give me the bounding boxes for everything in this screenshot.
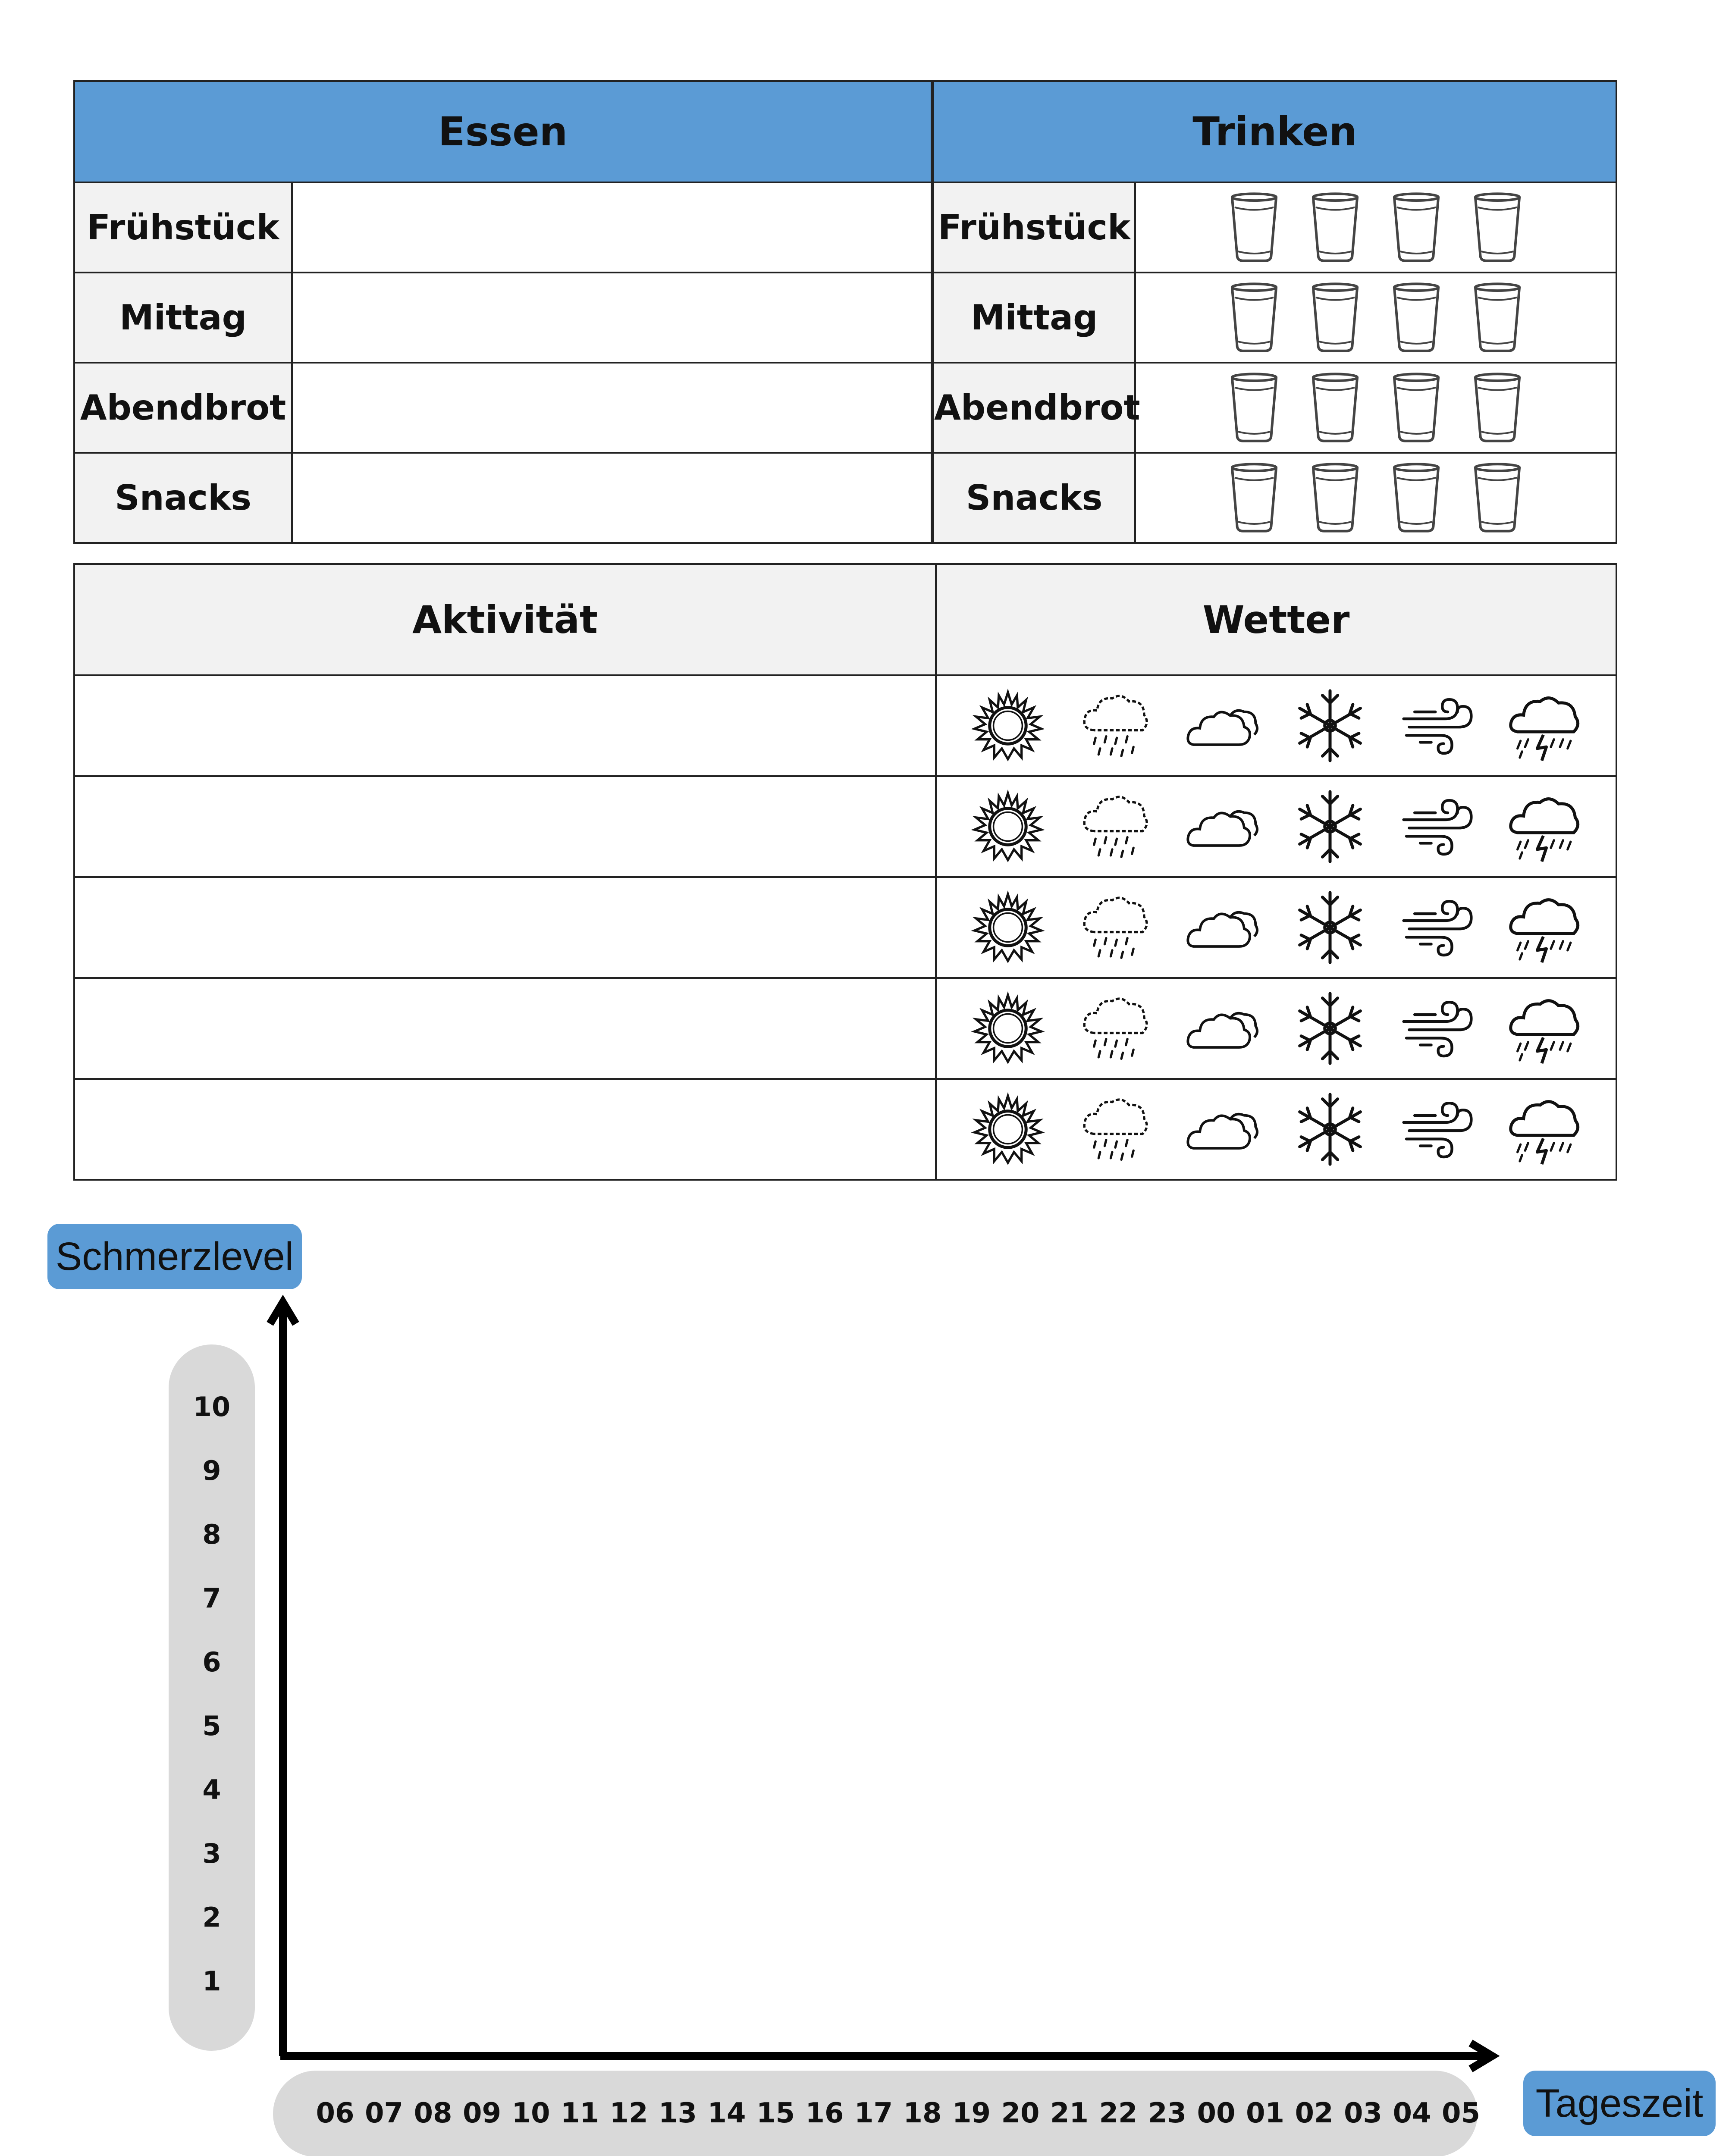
x-tick-label: 00 — [1197, 2097, 1236, 2129]
x-tick-label: 21 — [1050, 2097, 1089, 2129]
trinken-row-label: Mittag — [932, 273, 1135, 363]
trinken-header: Trinken — [932, 81, 1616, 182]
trinken-row-label: Frühstück — [932, 182, 1135, 273]
aktivitaet-header: Aktivität — [74, 564, 936, 675]
trinken-row-label: Abendbrot — [932, 363, 1135, 453]
x-tick-label: 14 — [707, 2097, 746, 2129]
essen-row-label: Snacks — [74, 453, 292, 543]
x-tick-label: 15 — [756, 2097, 795, 2129]
y-tick-label: 3 — [202, 1838, 221, 1869]
essen-row-label: Frühstück — [74, 182, 292, 273]
essen-row-label: Mittag — [74, 273, 292, 363]
x-tick-label: 02 — [1295, 2097, 1334, 2129]
y-tick-label: 9 — [202, 1455, 221, 1486]
x-tick-label: 05 — [1441, 2097, 1481, 2129]
wetter-header: Wetter — [936, 564, 1616, 675]
y-tick-label: 5 — [202, 1710, 221, 1742]
x-tick-label: 13 — [658, 2097, 697, 2129]
y-tick-label: 8 — [202, 1519, 221, 1550]
x-tick-label: 10 — [511, 2097, 550, 2129]
x-tick-label: 11 — [560, 2097, 599, 2129]
x-tick-label: 01 — [1246, 2097, 1285, 2129]
x-tick-label: 20 — [1001, 2097, 1040, 2129]
y-tick-label: 4 — [202, 1774, 221, 1805]
x-tick-label: 03 — [1343, 2097, 1383, 2129]
y-tick-label: 10 — [193, 1391, 231, 1423]
x-tick-label: 23 — [1148, 2097, 1187, 2129]
x-tick-label: 07 — [364, 2097, 404, 2129]
y-tick-label: 2 — [202, 1902, 221, 1933]
y-tick-label: 7 — [202, 1583, 221, 1614]
x-tick-label: 22 — [1099, 2097, 1138, 2129]
y-tick-label: 6 — [202, 1646, 221, 1678]
x-tick-label: 12 — [609, 2097, 648, 2129]
x-tick-label: 17 — [854, 2097, 893, 2129]
trinken-row-label: Snacks — [932, 453, 1135, 543]
x-tick-label: 16 — [805, 2097, 844, 2129]
x-tick-label: 18 — [903, 2097, 942, 2129]
x-tick-label: 04 — [1393, 2097, 1431, 2129]
essen-row-label: Abendbrot — [74, 363, 292, 453]
x-tick-label: 08 — [414, 2097, 452, 2129]
x-axis-scale — [273, 2071, 1481, 2156]
x-tick-label: 19 — [952, 2097, 991, 2129]
x-tick-label: 06 — [316, 2097, 355, 2129]
y-tick-label: 1 — [202, 1965, 221, 1997]
x-axis-label: Tageszeit — [1523, 2071, 1716, 2136]
y-axis-label: Schmerzlevel — [47, 1224, 302, 1289]
essen-header: Essen — [74, 81, 932, 182]
x-tick-label: 09 — [462, 2097, 502, 2129]
